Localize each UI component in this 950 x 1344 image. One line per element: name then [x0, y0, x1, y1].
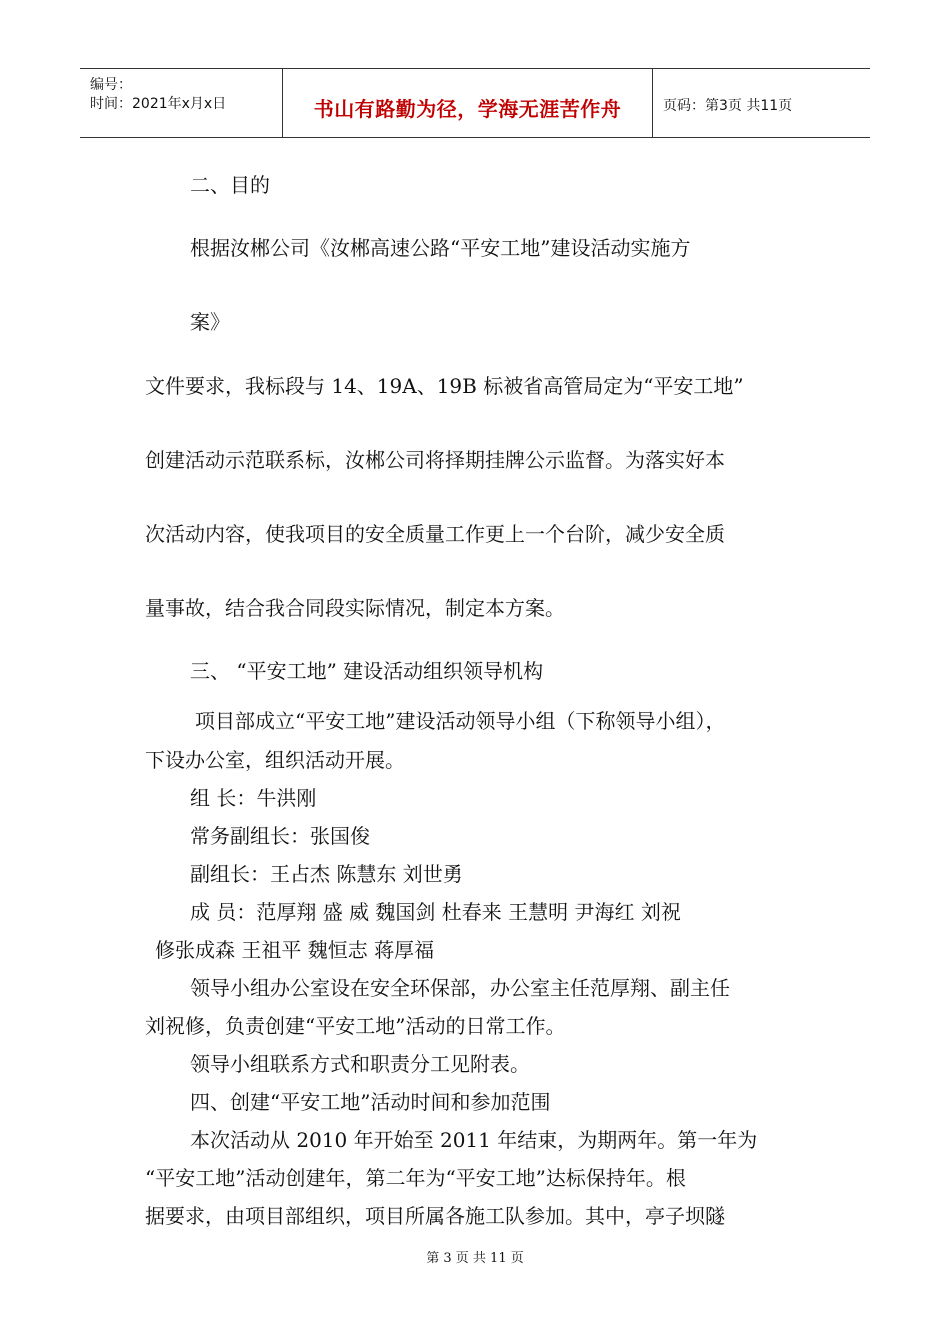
- paragraph-line: 刘祝修，负责创建“平安工地”活动的日常工作。: [145, 1014, 566, 1038]
- section-heading-organization: 三、 “平安工地” 建设活动组织领导机构: [190, 659, 544, 683]
- paragraph-line: 下设办公室，组织活动开展。: [145, 748, 405, 772]
- member-line-members-cont: 修张成森 王祖平 魏恒志 蒋厚福: [155, 938, 435, 962]
- header-page-label: 页码：第3页 共11页: [663, 98, 793, 114]
- paragraph-line: 领导小组联系方式和职责分工见附表。: [190, 1052, 530, 1076]
- paragraph-line: 据要求，由项目部组织，项目所属各施工队参加。其中，亭子坝隧: [145, 1204, 725, 1228]
- paragraph-line: 项目部成立“平安工地”建设活动领导小组（下称领导小组），: [195, 709, 726, 733]
- section-heading-purpose: 二、目的: [190, 173, 270, 197]
- member-line-leader: 组 长：牛洪刚: [190, 786, 317, 810]
- doc-time-label: 时间：2021年x月x日: [90, 96, 227, 112]
- document-header: [80, 68, 870, 138]
- page-footer: 第 3 页 共 11 页: [426, 1251, 524, 1266]
- section-heading-time-scope: 四、创建“平安工地”活动时间和参加范围: [190, 1090, 551, 1114]
- paragraph-line: 本次活动从 2010 年开始至 2011 年结束，为期两年。第一年为: [190, 1128, 758, 1152]
- header-motto-cell: [283, 69, 653, 137]
- paragraph-line: 量事故，结合我合同段实际情况，制定本方案。: [145, 596, 565, 620]
- paragraph-line: 领导小组办公室设在安全环保部，办公室主任范厚翔、副主任: [190, 976, 730, 1000]
- header-motto: 书山有路勤为径，学海无涯苦作舟: [313, 97, 622, 121]
- doc-number-label: 编号：: [90, 77, 132, 93]
- paragraph-line: 案》: [190, 310, 230, 334]
- member-line-members: 成 员：范厚翔 盛 威 魏国剑 杜春来 王慧明 尹海红 刘祝: [190, 900, 681, 924]
- header-meta-cell: [80, 69, 283, 137]
- paragraph-line: 创建活动示范联系标，汝郴公司将择期挂牌公示监督。为落实好本: [145, 448, 725, 472]
- paragraph-line: 文件要求，我标段与 14、19A、19B 标被省高管局定为“平安工地”: [145, 374, 744, 398]
- header-page-cell: [653, 69, 870, 137]
- member-line-executive-deputy: 常务副组长：张国俊: [190, 824, 370, 848]
- member-line-deputies: 副组长：王占杰 陈慧东 刘世勇: [190, 862, 463, 886]
- paragraph-line: 次活动内容，使我项目的安全质量工作更上一个台阶，减少安全质: [145, 522, 725, 546]
- paragraph-line: 根据汝郴公司《汝郴高速公路“平安工地”建设活动实施方: [190, 236, 691, 260]
- paragraph-line: “平安工地”活动创建年，第二年为“平安工地”达标保持年。根: [145, 1166, 686, 1190]
